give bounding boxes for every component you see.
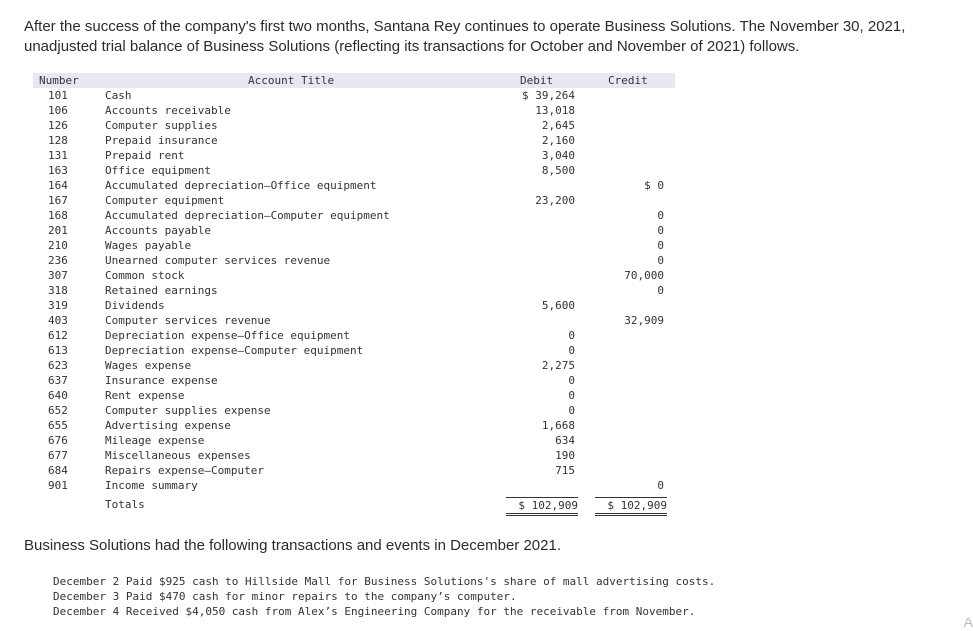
account-number: 210	[48, 239, 68, 252]
table-row	[33, 343, 675, 358]
table-row	[33, 118, 675, 133]
table-row	[33, 418, 675, 433]
account-number: 318	[48, 284, 68, 297]
account-number: 167	[48, 194, 68, 207]
account-title: Accounts payable	[105, 224, 211, 237]
header-debit: Debit	[520, 74, 554, 87]
debit-amount: 8,500	[541, 164, 575, 177]
account-number: 640	[48, 389, 68, 402]
debit-amount: 0	[568, 389, 575, 402]
totals-row	[33, 497, 675, 513]
account-title: Computer supplies	[105, 119, 218, 132]
table-row	[33, 298, 675, 313]
account-title: Accumulated depreciation—Computer equipment	[105, 209, 390, 222]
account-title: Wages expense	[105, 359, 192, 372]
december-events-list	[53, 574, 715, 619]
account-title: Computer supplies expense	[105, 404, 271, 417]
totals-credit: $ 102,909	[595, 497, 667, 516]
event-line: December 3 Paid $470 cash for minor repairs to the company’s computer.	[53, 590, 517, 603]
table-row	[33, 388, 675, 403]
table-row	[33, 328, 675, 343]
debit-amount: 715	[555, 464, 575, 477]
account-title: Miscellaneous expenses	[105, 449, 251, 462]
cut-off-text: A	[963, 614, 973, 630]
table-row	[33, 103, 675, 118]
account-title: Unearned computer services revenue	[105, 254, 331, 267]
event-line: December 2 Paid $925 cash to Hillside Mall for Business Solutions's share of mall advertising costs.	[53, 575, 716, 588]
credit-amount: 0	[657, 284, 664, 297]
account-number: 201	[48, 224, 68, 237]
account-number: 684	[48, 464, 68, 477]
table-header	[33, 73, 675, 88]
account-number: 128	[48, 134, 68, 147]
credit-amount: 0	[657, 479, 664, 492]
account-title: Dividends	[105, 299, 165, 312]
table-row	[33, 148, 675, 163]
intro-paragraph: After the success of the company's first two months, Santana Rey continues to operate Business Solutions. The November 30, 2021, unadjusted trial balance of Business Solutions (reflecting its transactions for October and November of 2021) follows.	[24, 18, 906, 55]
table-body	[33, 88, 675, 493]
credit-amount: 0	[657, 224, 664, 237]
account-title: Common stock	[105, 269, 185, 282]
debit-amount: 23,200	[535, 194, 575, 207]
account-title: Office equipment	[105, 164, 211, 177]
account-title: Repairs expense—Computer	[105, 464, 264, 477]
table-row	[33, 448, 675, 463]
totals-label: Totals	[105, 498, 145, 511]
header-number: Number	[39, 74, 79, 87]
debit-amount: 13,018	[535, 104, 575, 117]
table-row	[33, 463, 675, 478]
header-account-title: Account Title	[248, 74, 335, 87]
account-number: 637	[48, 374, 68, 387]
table-row	[33, 223, 675, 238]
account-title: Accounts receivable	[105, 104, 231, 117]
debit-amount: 0	[568, 374, 575, 387]
account-number: 168	[48, 209, 68, 222]
table-row	[33, 178, 675, 193]
account-title: Mileage expense	[105, 434, 205, 447]
account-number: 126	[48, 119, 68, 132]
account-number: 612	[48, 329, 68, 342]
trial-balance-table	[33, 73, 675, 513]
december-subheading: Business Solutions had the following transactions and events in December 2021.	[24, 537, 561, 554]
account-number: 403	[48, 314, 68, 327]
debit-amount: 2,275	[541, 359, 575, 372]
table-row	[33, 358, 675, 373]
debit-amount: 0	[568, 404, 575, 417]
credit-amount: 0	[657, 254, 664, 267]
account-title: Depreciation expense—Office equipment	[105, 329, 351, 342]
table-row	[33, 208, 675, 223]
debit-amount: 0	[568, 329, 575, 342]
account-number: 106	[48, 104, 68, 117]
debit-amount: 3,040	[541, 149, 575, 162]
account-number: 676	[48, 434, 68, 447]
table-row	[33, 88, 675, 103]
credit-amount: 0	[657, 209, 664, 222]
account-title: Rent expense	[105, 389, 185, 402]
account-title: Income summary	[105, 479, 198, 492]
debit-amount: 634	[555, 434, 575, 447]
table-row	[33, 433, 675, 448]
account-title: Depreciation expense—Computer equipment	[105, 344, 364, 357]
table-row	[33, 163, 675, 178]
debit-amount: 1,668	[541, 419, 575, 432]
event-line: December 4 Received $4,050 cash from Alex’s Engineering Company for the receivable from November.	[53, 605, 696, 618]
account-number: 319	[48, 299, 68, 312]
debit-amount: 0	[568, 344, 575, 357]
account-number: 901	[48, 479, 68, 492]
account-number: 652	[48, 404, 68, 417]
table-row	[33, 193, 675, 208]
table-row	[33, 478, 675, 493]
account-title: Computer equipment	[105, 194, 225, 207]
account-number: 677	[48, 449, 68, 462]
table-row	[33, 283, 675, 298]
table-row	[33, 268, 675, 283]
credit-amount: $ 0	[644, 179, 664, 192]
account-title: Retained earnings	[105, 284, 218, 297]
account-number: 655	[48, 419, 68, 432]
header-credit: Credit	[608, 74, 648, 87]
table-row	[33, 403, 675, 418]
credit-amount: 32,909	[624, 314, 664, 327]
debit-amount: 2,645	[541, 119, 575, 132]
table-row	[33, 238, 675, 253]
account-number: 613	[48, 344, 68, 357]
debit-amount: 5,600	[541, 299, 575, 312]
account-number: 101	[48, 89, 68, 102]
debit-amount: 190	[555, 449, 575, 462]
account-number: 163	[48, 164, 68, 177]
account-title: Prepaid rent	[105, 149, 185, 162]
account-number: 307	[48, 269, 68, 282]
debit-amount: $ 39,264	[522, 89, 575, 102]
account-number: 131	[48, 149, 68, 162]
account-title: Cash	[105, 89, 132, 102]
credit-amount: 70,000	[624, 269, 664, 282]
table-row	[33, 313, 675, 328]
account-title: Accumulated depreciation—Office equipment	[105, 179, 377, 192]
account-number: 164	[48, 179, 68, 192]
account-title: Advertising expense	[105, 419, 231, 432]
table-row	[33, 373, 675, 388]
table-row	[33, 133, 675, 148]
account-title: Computer services revenue	[105, 314, 271, 327]
debit-amount: 2,160	[541, 134, 575, 147]
totals-debit: $ 102,909	[506, 497, 578, 516]
account-title: Wages payable	[105, 239, 192, 252]
credit-amount: 0	[657, 239, 664, 252]
account-number: 236	[48, 254, 68, 267]
account-title: Insurance expense	[105, 374, 218, 387]
table-row	[33, 253, 675, 268]
account-title: Prepaid insurance	[105, 134, 218, 147]
account-number: 623	[48, 359, 68, 372]
